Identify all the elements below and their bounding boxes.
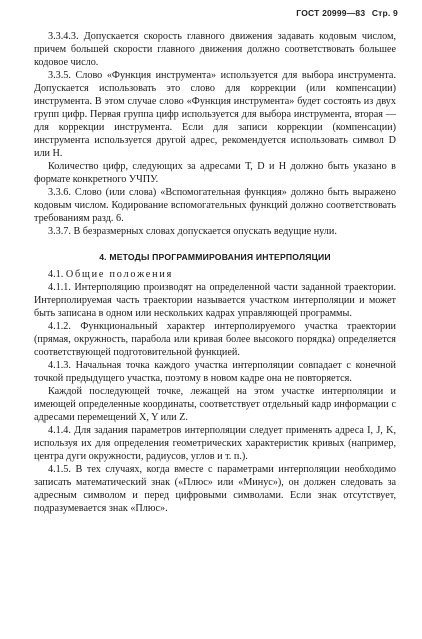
paragraph-4-1-1: 4.1.1. Интерполяцию производят на определенной части заданной траектории. Интерполируемая часть траектории называется участком интерполяции и может быть записана в одном или нескольких кадрах управляющей программы. [34, 282, 396, 319]
subsection-heading [34, 268, 396, 281]
paragraph-3-3-5: 3.3.5. Слово «Функция инструмента» используется для выбора инструмента. Допускается использовать это слово для коррекции (или компенсации) инструмента. В этом случае слово «Функция инструмента» будет состоять из двух групп цифр. Первая группа цифр используется для выбора инструмента, вторая — для коррекции инструмента. Если для записи коррекции (компенсации) инструмента используется другой адрес, рекомендуется использовать символ D или Н. [34, 70, 396, 159]
section-title: 4. МЕТОДЫ ПРОГРАММИРОВАНИЯ ИНТЕРПОЛЯЦИИ [99, 252, 331, 262]
paragraph-digit-count: Количество цифр, следующих за адресами Т, D и Н должно быть указано в формате конкретного УЧПУ. [34, 161, 396, 185]
paragraph-each-point: Каждой последующей точке, лежащей на этом участке интерполяции и имеющей определенные координаты, соответствует отдельный кадр информации с адресами перемещений X, Y или Z. [34, 386, 396, 423]
paragraph-3-3-7: 3.3.7. В безразмерных словах допускается опускать ведущие нули. [48, 226, 337, 237]
subsection-number: 4.1. [48, 269, 64, 280]
page-header [296, 8, 398, 18]
document-body [34, 30, 396, 515]
page-number: Стр. 9 [371, 8, 398, 18]
paragraph-3-3-4-3: 3.3.4.3. Допускается скорость главного движения задавать кодовым числом, причем большей скорости главного движения должно соответствовать большее кодовое число. [34, 31, 396, 68]
paragraph-4-1-2: 4.1.2. Функциональный характер интерполируемого участка траектории (прямая, окружность, парабола или кривая более высокого порядка) определяется соответствующей подготовительной функцией. [34, 321, 396, 358]
paragraph-4-1-4: 4.1.4. Для задания параметров интерполяции следует применять адреса I, J, K, используя их для определения геометрических характеристик кривых (например, центра дуги окружности, радиусов, углов и т. п.). [34, 425, 396, 462]
paragraph-4-1-3: 4.1.3. Начальная точка каждого участка интерполяции совпадает с конечной точкой предыдущего участка, поэтому в новом кадре она не повторяется. [34, 360, 396, 384]
paragraph-3-3-6: 3.3.6. Слово (или слова) «Вспомогательная функция» должно быть выражено кодовым числом. Кодирование вспомогательных функций должно соответствовать требованиям разд. 6. [34, 187, 396, 224]
subsection-title: Общие положения [65, 269, 174, 280]
paragraph-4-1-5: 4.1.5. В тех случаях, когда вместе с параметрами интерполяции необходимо записать математический знак («Плюс» или «Минус»), он должен следовать за адресным символом и перед цифровыми символами. Если знак отсутствует, подразумевается знак «Плюс». [34, 464, 396, 514]
document-id: ГОСТ 20999—83 [296, 8, 366, 18]
